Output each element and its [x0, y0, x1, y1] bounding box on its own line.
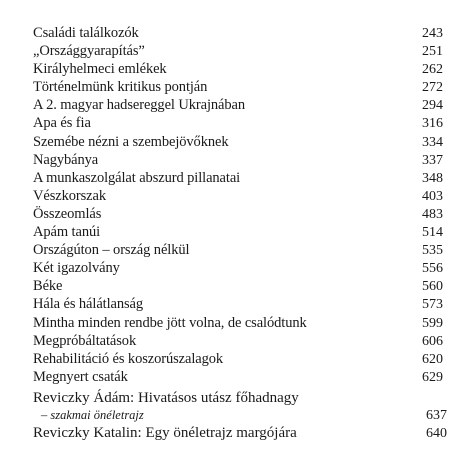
toc-page: 560 [422, 279, 443, 295]
toc-page: 620 [422, 351, 443, 367]
toc-row [33, 332, 443, 350]
toc-row [33, 259, 443, 277]
toc-title: A 2. magyar hadsereggel Ukrajnában [33, 97, 246, 114]
toc-row [33, 350, 443, 368]
toc-row [33, 295, 443, 313]
toc-title: Két igazolvány [33, 260, 120, 277]
toc-title: A munkaszolgálat abszurd pillanatai [33, 169, 241, 186]
toc-row [33, 60, 443, 78]
toc-page: 535 [422, 243, 443, 259]
toc-title: Apa és fia [33, 115, 91, 132]
toc-title: Országúton – ország nélkül [33, 242, 190, 259]
toc-row [33, 205, 443, 223]
toc-row [33, 368, 443, 386]
toc-title: Történelmünk kritikus pontján [33, 79, 208, 96]
toc-title: „Országgyarapítás” [33, 43, 145, 60]
toc-title: Megnyert csaták [33, 368, 128, 385]
toc-row [33, 42, 443, 60]
toc-page: 599 [422, 315, 443, 331]
toc-page: 262 [422, 62, 443, 78]
toc-page: 316 [422, 116, 443, 132]
toc-row [33, 96, 443, 114]
toc-page: 348 [422, 170, 443, 186]
toc-page: 556 [422, 261, 443, 277]
toc-title: Hála és hálátlanság [33, 296, 144, 313]
toc-page: 243 [422, 26, 443, 41]
toc-row [33, 78, 443, 96]
toc-title: Összeomlás [33, 205, 102, 222]
toc-row [33, 314, 443, 332]
toc-row [33, 277, 443, 295]
toc-title: Rehabilitáció és koszorúszalagok [33, 350, 224, 367]
toc-row [33, 223, 443, 241]
toc-title: Szemébe nézni a szembejövőknek [33, 133, 229, 150]
toc-title: Mintha minden rendbe jött volna, de csalódtunk [33, 314, 307, 331]
toc-title: Megpróbáltatások [33, 332, 137, 349]
toc-page: 573 [422, 297, 443, 313]
toc-page: 483 [422, 206, 443, 222]
toc-page: 294 [422, 98, 443, 114]
appendix-page: 640 [426, 426, 447, 441]
toc-page: 251 [422, 44, 443, 60]
toc-title: Vészkorszak [33, 187, 106, 204]
appendix-subentry [33, 407, 470, 424]
appendix-title: Reviczky Ádám: Hivatásos utász főhadnagy [33, 390, 299, 406]
appendix-subtitle: – szakmai önéletrajz [41, 408, 144, 422]
toc-page: 272 [422, 80, 443, 96]
table-of-contents [33, 24, 443, 386]
toc-page: 629 [422, 369, 443, 385]
toc-page: 514 [422, 225, 443, 241]
toc-title: Királyhelmeci emlékek [33, 61, 167, 78]
toc-row [33, 151, 443, 169]
appendix-page: 637 [426, 408, 447, 423]
toc-row [33, 133, 443, 151]
appendix-entry [33, 424, 470, 443]
toc-row [33, 241, 443, 259]
toc-title: Apám tanúi [33, 224, 101, 241]
toc-title: Béke [33, 278, 63, 295]
toc-row [33, 169, 443, 187]
toc-page: 403 [422, 188, 443, 204]
toc-title: Családi találkozók [33, 25, 139, 41]
toc-row [33, 187, 443, 205]
toc-page: 606 [422, 333, 443, 349]
toc-page: 337 [422, 152, 443, 168]
toc-title: Nagybánya [33, 151, 99, 168]
appendix-entry [33, 389, 470, 407]
appendix-title: Reviczky Katalin: Egy önéletrajz margójára [33, 425, 297, 441]
toc-row [33, 24, 443, 42]
toc-row [33, 114, 443, 132]
toc-page: 334 [422, 134, 443, 150]
appendix-section [33, 389, 470, 443]
